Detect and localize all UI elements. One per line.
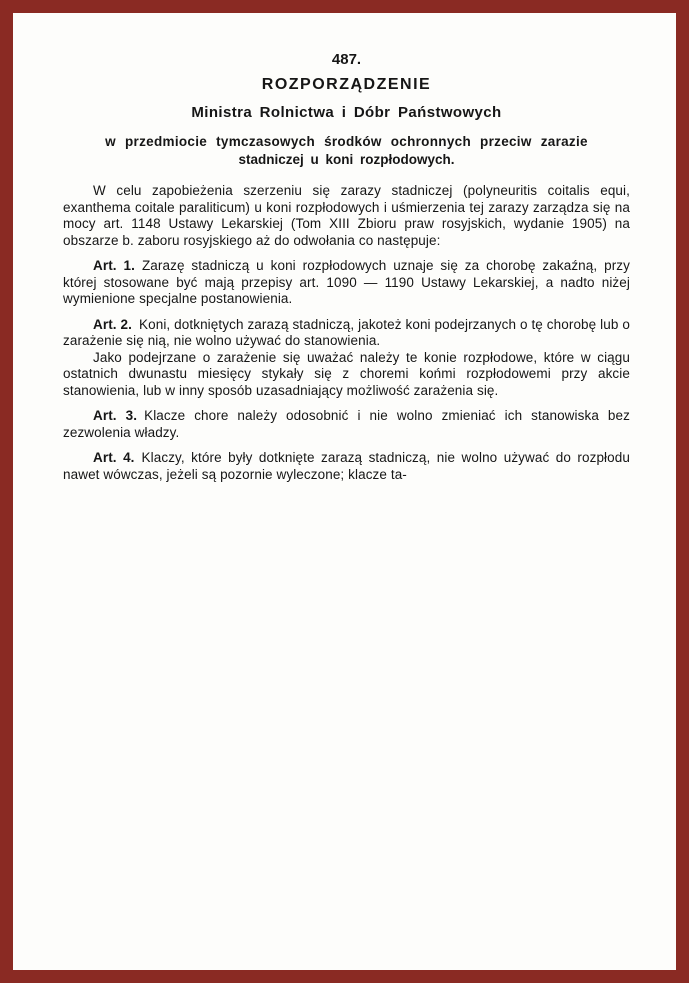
paragraph: Jako podejrzane o zarażenie się uważać należy te konie rozpłodowe, które w ciągu ostatnich dwunastu miesięcy stykały się z choremi końmi rozpłodowemi przy akcie stanowienia, lub w inny sposób uzasadniający możliwość zarażenia się. (63, 349, 630, 398)
document-body (63, 183, 630, 483)
article-label: Art. 1. (93, 258, 135, 273)
paragraph: W celu zapobieżenia szerzeniu się zarazy stadniczej (polyneuritis coitalis equi, exanthema coitale paraliticum) u koni rozpłodowych i uśmierzenia tej zarazy zarządza się na mocy art. 1148 Ustawy Lekarskiej (Tom XIII Zbioru praw rosyjskich, wydanie 1905) na obszarze b. zaboru rosyjskiego aż do odwołania co następuje: (63, 183, 630, 248)
paragraph: Art. 2. Koni, dotkniętych zarazą stadniczą, jakoteż koni podejrzanych o tę chorobę lub o zarażenie się nią, nie wolno używać do stanowienia. (63, 316, 630, 348)
paragraph: Art. 1. Zarazę stadniczą u koni rozpłodowych uznaje się za chorobę zakaźną, przy której stosowane być mają przepisy art. 1090 — 1190 Ustawy Lekarskiej, a nadto niżej wymienione specjalne postanowienia. (63, 258, 630, 306)
paragraph: Art. 4. Klaczy, które były dotknięte zarazą stadniczą, nie wolno używać do rozpłodu nawet wówczas, jeżeli są pozornie wyleczone; klacze ta- (63, 450, 630, 482)
article-label: Art. 3. (93, 408, 138, 423)
article-section (63, 408, 630, 441)
article-section (63, 450, 630, 483)
article-label: Art. 4. (93, 450, 135, 465)
document-page (13, 13, 676, 970)
article-label: Art. 2. (93, 316, 132, 332)
page-number: 487. (331, 51, 362, 68)
document-subject (63, 133, 630, 169)
article-section (63, 183, 630, 249)
paragraph: Art. 3. Klacze chore należy odosobnić i nie wolno zmieniać ich stanowiska bez zezwolenia władzy. (63, 408, 630, 440)
document-subtitle: Ministra Rolnictwa i Dóbr Państwowych (191, 104, 502, 121)
document-title: ROZPORZĄDZENIE (261, 76, 432, 93)
subject-line-1: w przedmiocie tymczasowych środków ochronnych przeciw zarazie (105, 134, 588, 149)
article-section (63, 317, 630, 400)
article-section (63, 258, 630, 308)
subject-line-2: stadniczej u koni rozpłodowych. (238, 152, 455, 167)
